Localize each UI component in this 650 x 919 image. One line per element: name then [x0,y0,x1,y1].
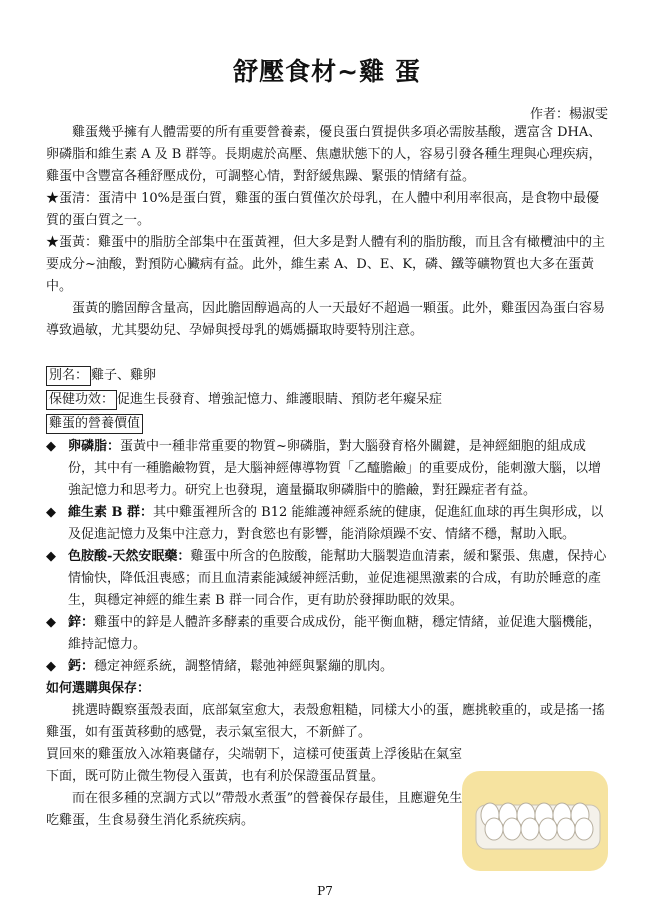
list-item [46,612,608,656]
bullet-text: 蛋黃中一種非常重要的物質~卵磷脂，對大腦發育格外關鍵，是神經細胞的組成成份，其中有一種膽鹼物質，是大腦神經傳導物質「乙醯膽鹼」的重要成份，能刺激大腦，以增強記憶力和思考力。研究上也發現，適量攝取卵磷脂中的膽鹼，對狂躁症者有益。 [68,439,602,498]
bullet-term: 色胺酸-天然安眠藥： [68,549,191,564]
cholesterol-paragraph: 蛋黃的膽固醇含量高，因此膽固醇過高的人一天最好不超過一顆蛋。此外，雞蛋因為蛋白容易導致過敏，尤其嬰幼兒、孕婦與授母乳的媽媽攝取時要特別注意。 [46,301,606,338]
benefit-label: 保健功效： [46,390,117,410]
egg-shape [521,818,539,840]
bullet-text: 雞蛋中所含的色胺酸，能幫助大腦製造血清素，緩和緊張、焦慮，保持心情愉快，降低沮喪感；而且血清素能減緩神經活動，並促進褪黑激素的合成，有助於睡意的產生，與穩定神經的維生素 B 群一同合作，更有助於發揮助眠的效果。 [68,549,607,608]
list-item [46,436,608,502]
egg-shape [503,818,521,840]
egg-shape [539,818,557,840]
egg-shape [575,818,593,840]
diamond-bullet-icon: ◆ [46,549,56,564]
bullet-text: 其中雞蛋裡所含的 B12 能維護神經系統的健康，促進紅血球的再生與形成，以及促進記憶力及集中注意力，對食慾也有影響，能消除煩躁不安、情緒不穩，幫助入眠。 [68,505,604,542]
select-paragraph-3: 而在很多種的烹調方式以”帶殼水煮蛋”的營養保存最佳，且應避免生吃雞蛋，生食易發生消化系統疾病。 [46,791,463,828]
bullet-term: 鈣： [68,659,95,674]
bullet-text: 穩定神經系統，調整情緒，鬆弛神經與緊繃的肌肉。 [94,659,394,674]
alias-value: 雞子、雞卵 [91,368,157,383]
bullet-term: 卵磷脂： [68,439,121,454]
list-item [46,546,608,612]
diamond-bullet-icon: ◆ [46,439,56,454]
egg-white-paragraph: ★蛋清：蛋清中 10%是蛋白質，雞蛋的蛋白質僅次於母乳，在人體中利用率很高，是食物中最優質的蛋白質之一。 [46,191,600,228]
egg-shape [557,818,575,840]
page-number: P7 [317,884,333,898]
benefit-row [46,388,608,412]
list-item [46,502,608,546]
select-paragraph-1: 挑選時觀察蛋殼表面，底部氣室愈大，表殼愈粗糙，同樣大小的蛋，應挑較重的，或是搖一搖雞蛋，如有蛋黃移動的感覺，表示氣室很大，不新鮮了。 [46,703,606,740]
egg-shape [485,818,503,840]
page-title: 舒壓食材~雞 蛋 [233,57,421,86]
nutrition-heading: 雞蛋的營養價值 [46,414,143,434]
bullet-text: 雞蛋中的鋅是人體許多酵素的重要合成成份，能平衡血糖，穩定情緒，並促進大腦機能，維持記憶力。 [68,615,602,652]
egg-tray-illustration [462,771,608,871]
bullet-term: 維生素 B 群： [68,505,154,520]
diamond-bullet-icon: ◆ [46,505,56,520]
benefit-value: 促進生長發育、增強記憶力、維護眼睛、預防老年癡呆症 [117,392,443,407]
author-line: 作者：楊淑雯 [529,107,608,122]
select-heading: 如何選購與保存： [46,681,151,696]
alias-row [46,364,608,388]
diamond-bullet-icon: ◆ [46,659,56,674]
bullet-term: 鋅： [68,615,95,630]
intro-paragraph: 雞蛋幾乎擁有人體需要的所有重要營養素，優良蛋白質提供多項必需胺基酸，選富含 DHA、卵磷脂和維生素 A 及 B 群等。長期處於高壓、焦慮狀態下的人，容易引發各種生理與心理疾病，雞蛋中含豐富各種舒壓成份，可調整心情，對舒緩焦躁、緊張的情緒有益。 [46,125,602,184]
diamond-bullet-icon: ◆ [46,615,56,630]
select-paragraph-2: 買回來的雞蛋放入冰箱裏儲存，尖端朝下，這樣可使蛋黃上浮後貼在氣室下面，既可防止微生物侵入蛋黃，也有利於保證蛋品質量。 [46,747,463,784]
egg-yolk-paragraph: ★蛋黃：雞蛋中的脂肪全部集中在蛋黃裡，但大多是對人體有利的脂肪酸，而且含有橄欖油中的主要成分~油酸，對預防心臟病有益。此外，維生素 A、D、E、K，磷、鐵等礦物質也大多在蛋黃中。 [46,235,606,294]
nutrition-row [46,412,608,436]
article-body [46,122,608,832]
alias-label: 別名： [46,366,91,386]
list-item [46,656,608,678]
